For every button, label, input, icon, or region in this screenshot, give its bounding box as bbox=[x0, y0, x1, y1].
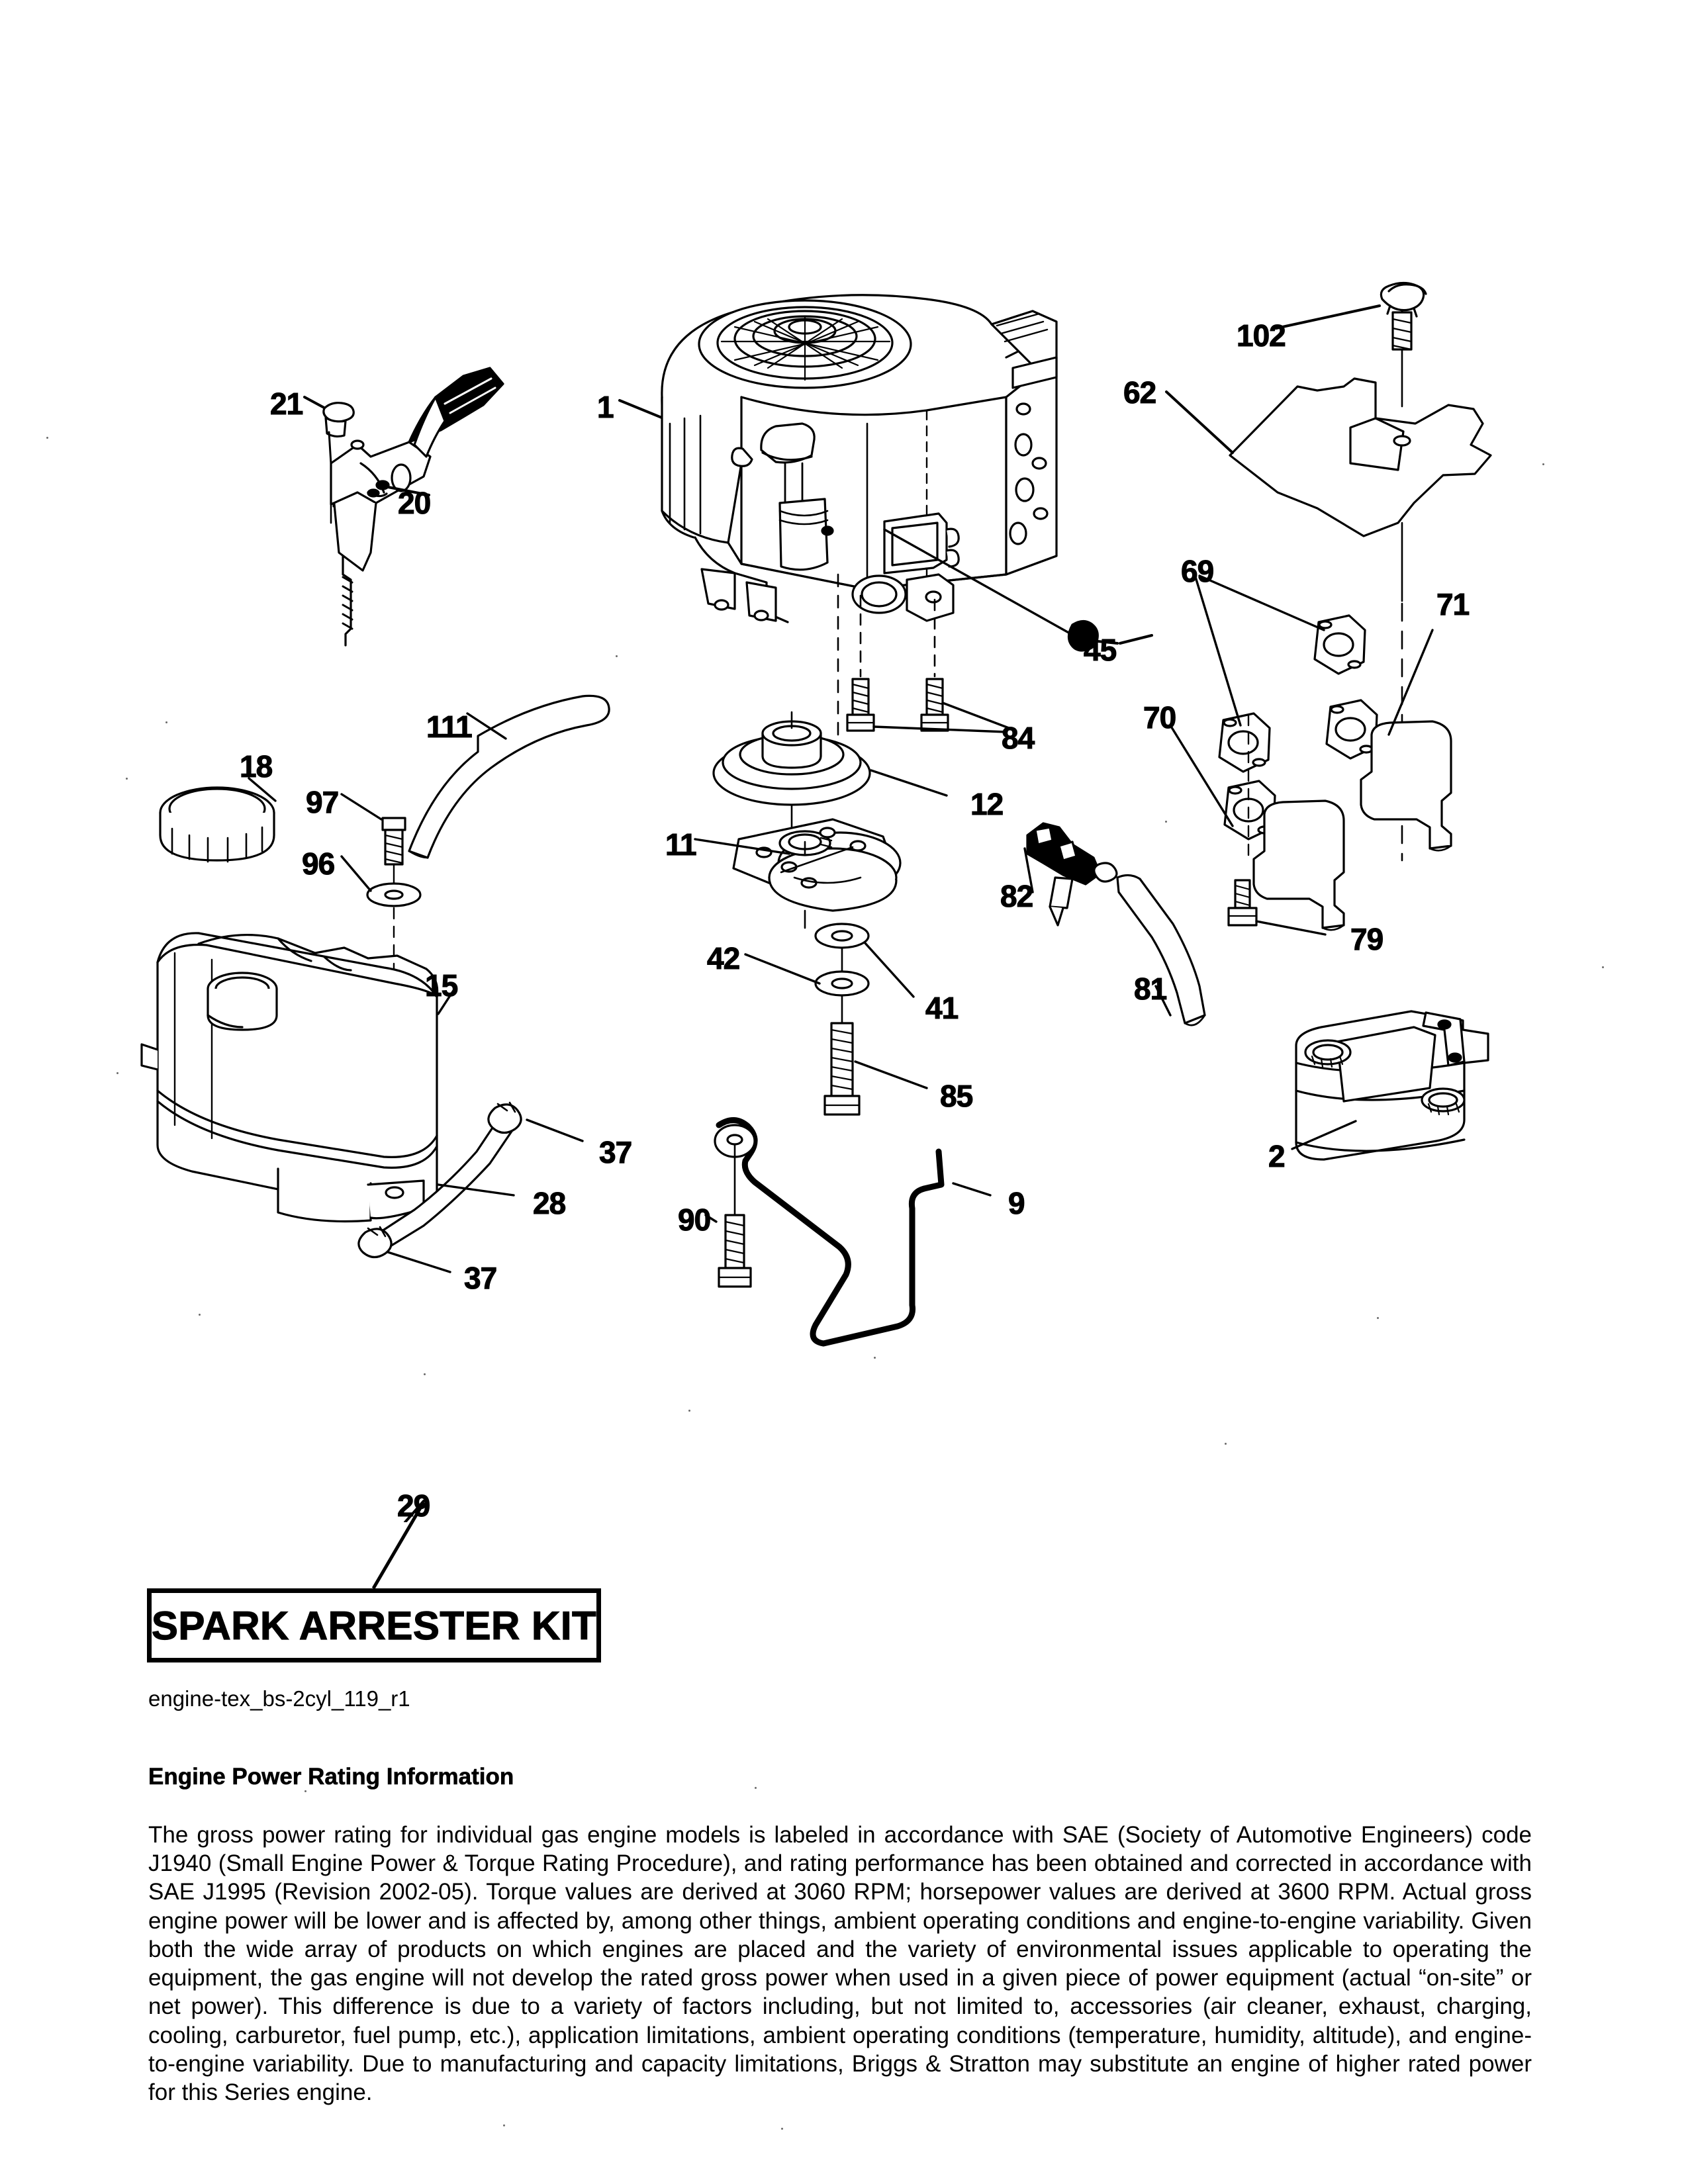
callout-2: 2 bbox=[1268, 1139, 1285, 1173]
callout-28: 28 bbox=[533, 1186, 566, 1220]
callout-37-top: 37 bbox=[599, 1135, 632, 1169]
callout-69: 69 bbox=[1181, 554, 1214, 588]
engine-assembly bbox=[620, 295, 1071, 748]
callout-42: 42 bbox=[707, 941, 740, 976]
guard-bracket-9 bbox=[706, 1120, 990, 1343]
spark-arrester-kit-label: SPARK ARRESTER KIT bbox=[151, 1603, 597, 1648]
callout-45: 45 bbox=[1084, 633, 1117, 667]
callout-11: 11 bbox=[665, 827, 696, 862]
callout-18: 18 bbox=[240, 749, 273, 784]
spark-arrester-kit-box bbox=[147, 1588, 601, 1662]
engine-power-rating-body: The gross power rating for individual gas engine models is labeled in accordance with SAE (Society of Automotive Engineers) code J1940 (Small Engine Power & Torque Rating Procedure), and rating performance has been obtained and corrected in accordance with SAE J1995 (Revision 2002-05). Torque values are derived at 3060 RPM; horsepower values are derived at 3600 RPM. Actual gross engine power will be lower and is affected by, among other things, ambient operating conditions and engine-to-engine variability. Given both the wide array of products on which engines are placed and the variety of environmental issues applicable to operating the equipment, the gas engine will not develop the rated gross power when used in a given piece of power equipment (actual “on-site” or net power). This difference is due to a variety of factors including, but not limited to, accessories (air cleaner, exhaust, charging, cooling, carburetor, fuel pump, etc.), application limitations, ambient operating conditions (temperature, humidity, altitude), and engine-to-engine variability. Due to manufacturing and capacity limitations, Briggs & Stratton may substitute an engine of higher rated power for this Series engine. bbox=[148, 1822, 1532, 2105]
muffler-2 bbox=[1292, 1011, 1488, 1160]
callout-90: 90 bbox=[678, 1203, 711, 1237]
callout-97: 97 bbox=[306, 785, 339, 819]
callout-71: 71 bbox=[1436, 587, 1470, 621]
callout-29-leader bbox=[0, 1496, 1688, 1595]
callout-20: 20 bbox=[398, 486, 431, 520]
washers-and-bolt bbox=[745, 924, 927, 1115]
callout-96: 96 bbox=[302, 846, 335, 881]
callout-12: 12 bbox=[970, 787, 1004, 821]
callout-82: 82 bbox=[1000, 879, 1033, 913]
callout-111: 111 bbox=[426, 709, 472, 744]
callout-85: 85 bbox=[940, 1079, 973, 1113]
fuel-tank-15 bbox=[142, 933, 458, 1222]
callout-9: 9 bbox=[1008, 1186, 1025, 1220]
callout-41: 41 bbox=[925, 991, 959, 1025]
callout-81: 81 bbox=[1134, 972, 1167, 1006]
callout-62: 62 bbox=[1123, 375, 1156, 410]
engine-power-rating-section bbox=[148, 1764, 1532, 2107]
callout-84: 84 bbox=[1002, 721, 1035, 755]
callout-70: 70 bbox=[1143, 700, 1176, 735]
drawing-filename: engine-tex_bs-2cyl_119_r1 bbox=[148, 1686, 410, 1711]
callout-21: 21 bbox=[270, 387, 303, 421]
callout-1: 1 bbox=[597, 390, 614, 424]
callout-79: 79 bbox=[1350, 922, 1383, 956]
fuel-cap-18 bbox=[160, 778, 275, 862]
callout-15: 15 bbox=[425, 968, 458, 1003]
fuel-valve-82 bbox=[1025, 823, 1117, 925]
callout-102: 102 bbox=[1237, 318, 1286, 353]
callout-37-bottom: 37 bbox=[464, 1261, 497, 1295]
electric-clutch-11 bbox=[695, 819, 900, 928]
engine-power-rating-heading: Engine Power Rating Information bbox=[148, 1764, 514, 1790]
callout-29: 29 bbox=[397, 1488, 430, 1523]
exhaust-tubes bbox=[1254, 630, 1451, 930]
